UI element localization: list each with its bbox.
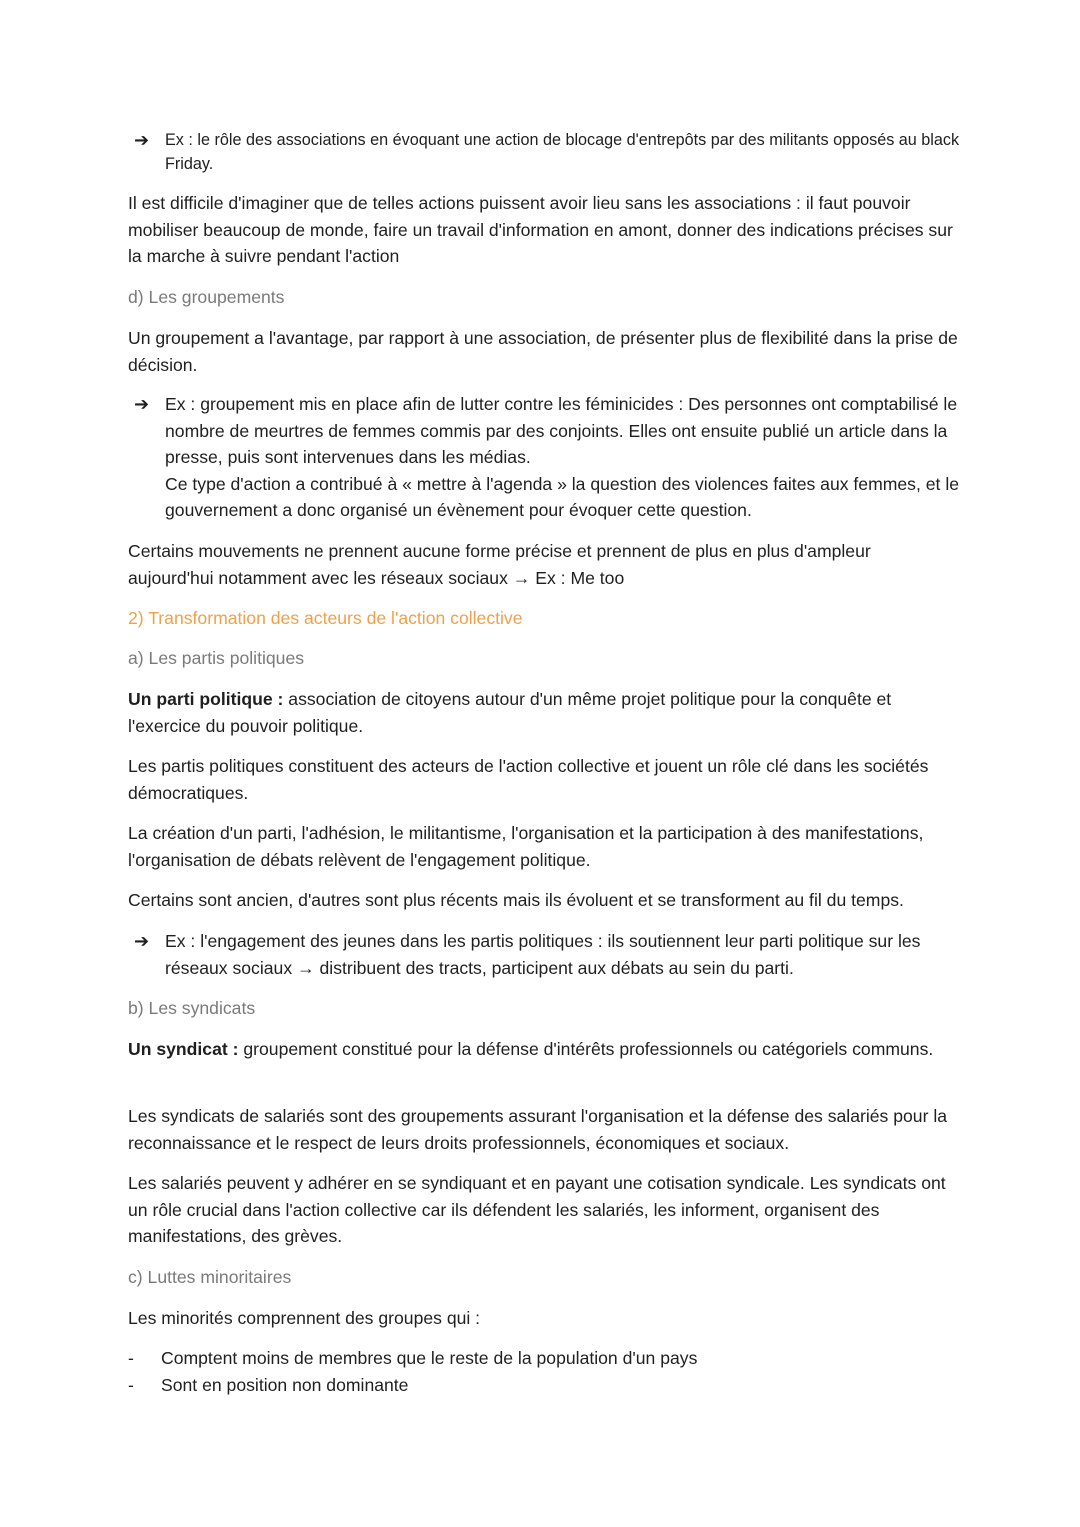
list-item-text: Comptent moins de membres que le reste de la population d'un pays xyxy=(161,1348,698,1368)
definition-text: groupement constitué pour la défense d'intérêts professionnels ou catégoriels communs. xyxy=(238,1039,934,1059)
paragraph-mouvements: Certains mouvements ne prennent aucune forme précise et prennent de plus en plus d'ampleur aujourd'hui notamment avec les réseaux sociaux → Ex : Me too xyxy=(128,541,871,588)
paragraph-associations: Il est difficile d'imaginer que de telles actions puissent avoir lieu sans les associations : il faut pouvoir mobiliser beaucoup de monde, faire un travail d'information en amont, donner des indications précises sur la marche à suivre pendant l'action xyxy=(128,193,953,266)
heading-partis: a) Les partis politiques xyxy=(128,648,305,668)
heading-groupements: d) Les groupements xyxy=(128,287,285,307)
dash-marker: - xyxy=(128,1348,134,1368)
paragraph-groupements: Un groupement a l'avantage, par rapport à une association, de présenter plus de flexibilité dans la prise de décision. xyxy=(128,328,958,375)
heading-luttes: c) Luttes minoritaires xyxy=(128,1267,292,1287)
definition-term: Un syndicat : xyxy=(128,1039,239,1059)
arrow-icon: ➔ xyxy=(134,394,150,414)
arrow-icon: ➔ xyxy=(134,931,150,951)
paragraph-partis-2: La création d'un parti, l'adhésion, le militantisme, l'organisation et la participation à des manifestations, l'organisation de débats relèvent de l'engagement politique. xyxy=(128,823,924,870)
paragraph-syndicats-1: Les syndicats de salariés sont des groupements assurant l'organisation et la défense des salariés pour la reconnaissance et le respect de leurs droits professionnels, économiques et sociaux. xyxy=(128,1106,948,1153)
definition-syndicat xyxy=(128,1036,958,1063)
paragraph-syndicats-2: Les salariés peuvent y adhérer en se syndiquant et en payant une cotisation syndicale. Les syndicats ont un rôle crucial dans l'action collective car ils défendent les salariés, les informent, organisent des manifestations, des grèves. xyxy=(128,1173,946,1246)
paragraph-minorites: Les minorités comprennent des groupes qui : xyxy=(128,1308,481,1328)
arrow-icon: ➔ xyxy=(134,130,150,150)
dash-marker: - xyxy=(128,1375,134,1395)
paragraph-partis-3: Certains sont ancien, d'autres sont plus récents mais ils évoluent et se transforment au fil du temps. xyxy=(128,890,904,910)
example-text: Ex : groupement mis en place afin de lutter contre les féminicides : Des personnes ont comptabilisé le nombre de meurtres de femmes commis par des conjoints. Elles ont ensuite publié un article dans la presse, puis sont intervenues dans les médias. xyxy=(165,394,958,467)
heading-syndicats: b) Les syndicats xyxy=(128,998,256,1018)
section-heading-2: 2) Transformation des acteurs de l'action collective xyxy=(128,608,523,628)
paragraph-partis-1: Les partis politiques constituent des acteurs de l'action collective et jouent un rôle clé dans les sociétés démocratiques. xyxy=(128,756,929,803)
list-item-text: Sont en position non dominante xyxy=(161,1375,409,1395)
example-text: Ex : le rôle des associations en évoquant une action de blocage d'entrepôts par des militants opposés au black Friday. xyxy=(165,131,960,173)
example-text-continued: Ce type d'action a contribué à « mettre à l'agenda » la question des violences faites aux femmes, et le gouvernement a donc organisé un évènement pour évoquer cette question. xyxy=(165,473,960,520)
definition-parti xyxy=(128,686,958,739)
definition-text: association de citoyens autour d'un même projet politique pour la conquête et l'exercice du pouvoir politique. xyxy=(128,689,892,736)
definition-term: Un parti politique : xyxy=(128,689,284,709)
example-text: Ex : l'engagement des jeunes dans les partis politiques : ils soutiennent leur parti politique sur les réseaux sociaux → distribuent des tracts, participent aux débats au sein du parti. xyxy=(165,931,921,978)
